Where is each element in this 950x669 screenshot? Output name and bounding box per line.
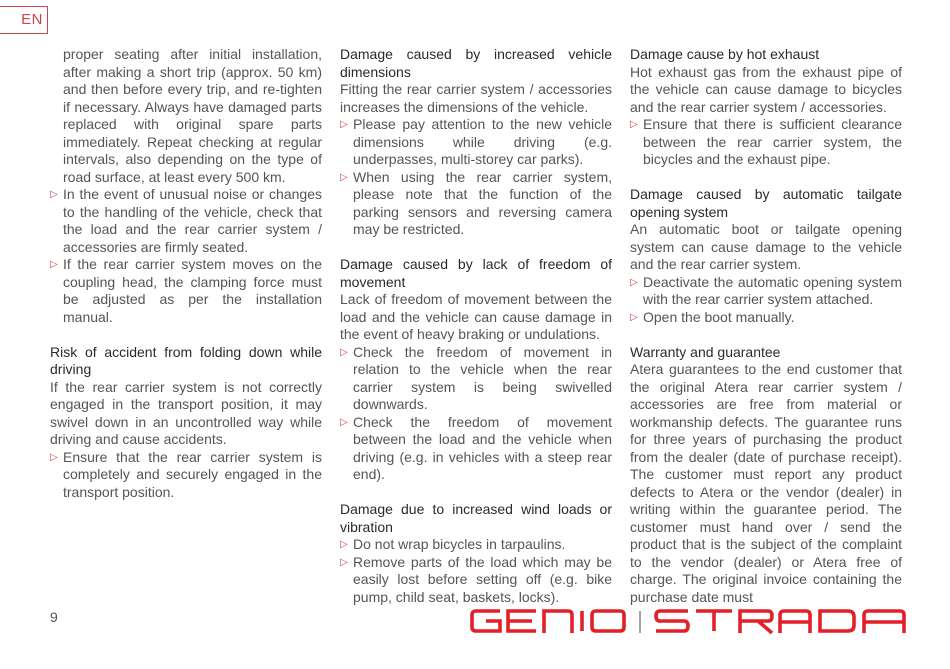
section-body: If the rear carrier system is not correctly engaged in the transport position, it may swivel down in an uncontrolled way while driving and cause accidents.	[50, 378, 322, 447]
section-heading: Damage cause by hot exhaust	[630, 46, 820, 62]
bullet-list	[630, 116, 902, 169]
section-heading: Damage due to increased wind loads or vibration	[340, 501, 612, 535]
section-body: An automatic boot or tailgate opening system can cause damage to the vehicle and the rear carrier system.	[630, 221, 902, 272]
triangle-bullet-icon: ▷	[50, 189, 58, 200]
section-heading: Risk of accident from folding down while driving	[50, 343, 322, 377]
triangle-bullet-icon: ▷	[630, 276, 638, 288]
section-heading: Damage caused by automatic tailgate opening system	[630, 186, 902, 220]
section-body: Atera guarantees to the end customer that the original Atera rear carrier system / accessories are free from material or workmanship defects. The guarantee runs for three years of purchasing the product from the dealer (date of purchase receipt). The customer must report any product defects to Atera or the vendor (dealer) in writing within the guarantee period. The customer must hand over / send the product that is the subject of the complaint to the vendor (dealer) or Atera free of charge. The original invoice containing the purchase date must	[630, 361, 902, 605]
column-1	[50, 46, 322, 501]
section-heading: Damage caused by increased vehicle dimensions	[340, 46, 612, 80]
triangle-bullet-icon: ▷	[340, 416, 348, 428]
section-body: Lack of freedom of movement between the load and the vehicle can cause damage in the event of heavy braking or undulations.	[340, 291, 612, 342]
bullet-list	[340, 344, 612, 484]
list-item: ▷ Open the boot manually.	[630, 308, 795, 325]
list-item: ▷ Check the freedom of movement in relation to the vehicle when the rear carrier system is being swivelled downwards.	[340, 343, 612, 412]
triangle-bullet-icon: ▷	[50, 259, 58, 270]
list-item: ▷ Remove parts of the load which may be easily lost before setting off (e.g. bike pump, child seat, baskets, locks).	[340, 553, 612, 605]
list-item: ▷ Please pay attention to the new vehicle dimensions while driving (e.g. underpasses, multi-storey car parks).	[340, 116, 612, 167]
triangle-bullet-icon: ▷	[340, 171, 348, 183]
bullet-list	[340, 536, 612, 606]
triangle-bullet-icon: ▷	[630, 119, 638, 130]
list-item: ▷ Ensure that the rear carrier system is completely and securely engaged in the transport position.	[50, 448, 322, 500]
triangle-bullet-icon: ▷	[340, 539, 348, 550]
column-2	[340, 46, 612, 606]
bullet-list	[50, 449, 322, 502]
list-item: ▷ If the rear carrier system moves on the coupling head, the clamping force must be adjusted as per the installation manual.	[50, 256, 322, 325]
language-tab: EN	[0, 6, 48, 34]
column-3	[630, 46, 902, 606]
list-item: ▷ Deactivate the automatic opening system with the rear carrier system attached.	[630, 273, 902, 307]
triangle-bullet-icon: ▷	[340, 556, 348, 568]
list-item: ▷ Ensure that there is sufficient clearance between the rear carrier system, the bicycles and the exhaust pipe.	[630, 116, 902, 167]
list-item: ▷ When using the rear carrier system, please note that the function of the parking sensors and reversing camera may be restricted.	[340, 168, 612, 237]
section-heading: Damage caused by lack of freedom of movement	[340, 256, 612, 290]
section-body: Hot exhaust gas from the exhaust pipe of the vehicle can cause damage to bicycles and the rear carrier system / accessories.	[630, 63, 902, 115]
continued-paragraph: proper seating after initial installation, after making a short trip (approx. 50 km) and then before every trip, and re-tighten if necessary. Always have damaged parts replaced with original spare parts immediately. Repeat checking at regular intervals, also depending on the type of road surface, at least every 500 km.	[63, 46, 322, 185]
list-item: ▷ Check the freedom of movement between the load and the vehicle when driving (e.g. in vehicles with a steep rear end).	[340, 413, 612, 482]
triangle-bullet-icon: ▷	[340, 119, 348, 130]
genio-strada-logo	[470, 607, 906, 635]
list-item: ▷ In the event of unusual noise or changes to the handling of the vehicle, check that the load and the rear carrier system / accessories are firmly seated.	[50, 186, 322, 255]
triangle-bullet-icon: ▷	[630, 311, 638, 323]
section-heading: Warranty and guarantee	[630, 343, 781, 360]
page-number: 9	[50, 609, 58, 625]
bullet-list	[630, 274, 902, 327]
bullet-list	[50, 186, 322, 326]
bullet-list	[340, 116, 612, 239]
section-body: Fitting the rear carrier system / accessories increases the dimensions of the vehicle.	[340, 81, 612, 115]
list-item: ▷ Do not wrap bicycles in tarpaulins.	[340, 536, 566, 552]
triangle-bullet-icon: ▷	[50, 451, 58, 463]
triangle-bullet-icon: ▷	[340, 346, 348, 358]
